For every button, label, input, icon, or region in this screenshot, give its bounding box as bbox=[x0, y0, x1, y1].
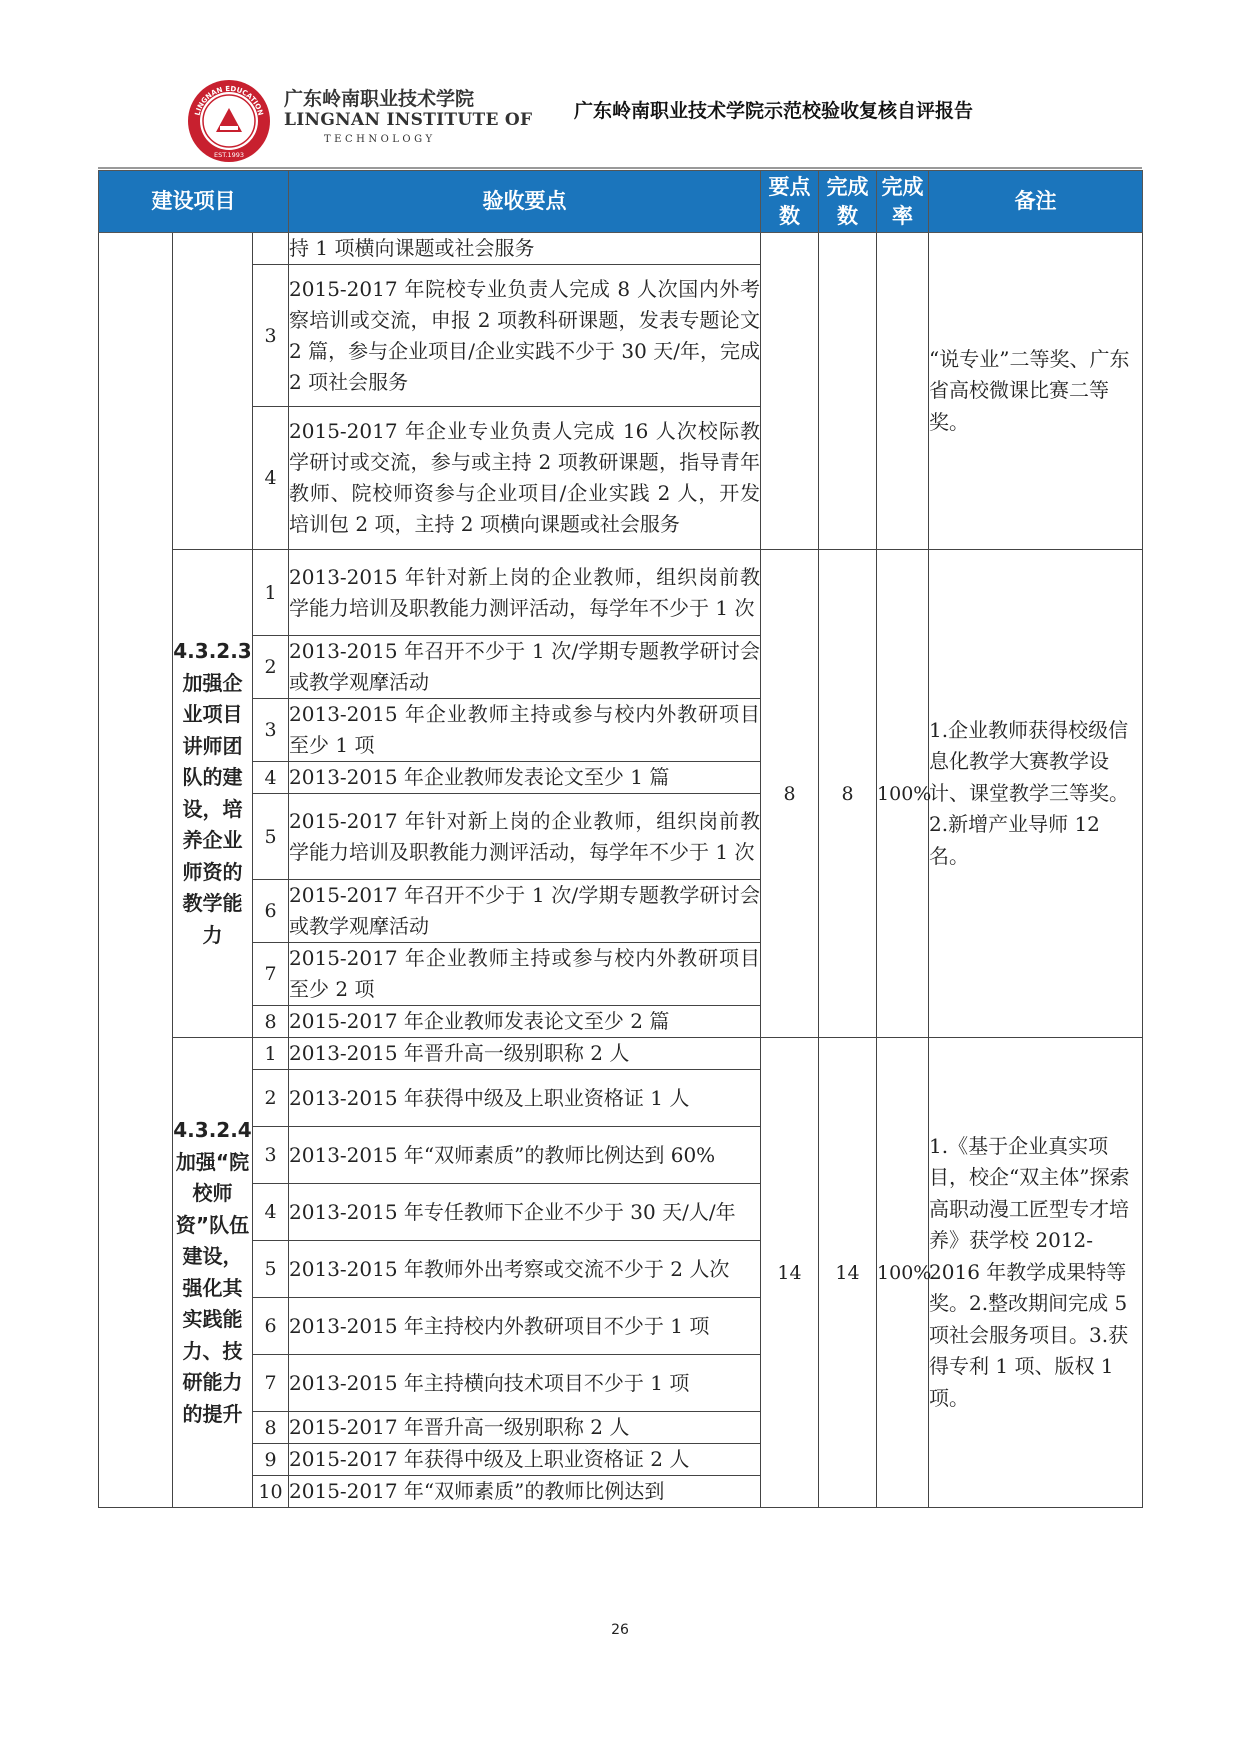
parent-category-cell bbox=[99, 233, 173, 1508]
requirement-text: 2013-2015 年主持校内外教研项目不少于 1 项 bbox=[289, 1298, 761, 1355]
requirement-text: 2013-2015 年召开不少于 1 次/学期专题教学研讨会或教学观摩活动 bbox=[289, 636, 761, 699]
row-number: 2 bbox=[253, 1070, 289, 1127]
rate-cell: 100% bbox=[877, 1038, 929, 1508]
row-number: 8 bbox=[253, 1412, 289, 1444]
row-number: 1 bbox=[253, 550, 289, 636]
row-number: 1 bbox=[253, 1038, 289, 1070]
category-cell: 4.3.2.3 加强企业项目讲师团队的建设，培养企业师资的教学能力 bbox=[173, 550, 253, 1038]
report-title: 广东岭南职业技术学院示范校验收复核自评报告 bbox=[574, 100, 974, 122]
header-project: 建设项目 bbox=[99, 171, 289, 233]
row-number: 9 bbox=[253, 1444, 289, 1476]
note-cell: 1.企业教师获得校级信息化教学大赛教学设计、课堂教学三等奖。2.新增产业导师 12 名。 bbox=[929, 550, 1143, 1038]
row-number: 7 bbox=[253, 1355, 289, 1412]
count-cell: 8 bbox=[761, 550, 819, 1038]
note-cell: 1.《基于企业真实项目，校企“双主体”探索高职动漫工匠型专才培养》获学校 2012-2016 年教学成果特等奖。2.整改期间完成 5 项社会服务项目。3.获得专利 1 项、版权 1 项。 bbox=[929, 1038, 1143, 1508]
done-cell: 14 bbox=[819, 1038, 877, 1508]
svg-text:EST.1993: EST.1993 bbox=[213, 151, 245, 159]
requirement-text: 2015-2017 年获得中级及上职业资格证 2 人 bbox=[289, 1444, 761, 1476]
row-number: 3 bbox=[253, 699, 289, 762]
row-number: 3 bbox=[253, 265, 289, 407]
table-row bbox=[99, 233, 1143, 265]
requirement-text: 2015-2017 年企业专业负责人完成 16 人次校际教学研讨或交流，参与或主持 2 项教研课题，指导青年教师、院校师资参与企业项目/企业实践 2 人，开发培训包 2 项，主持 2 项横向课题或社会服务 bbox=[289, 407, 761, 550]
header-note: 备注 bbox=[929, 171, 1143, 233]
category-cell bbox=[173, 233, 253, 550]
row-number: 5 bbox=[253, 1241, 289, 1298]
school-name-cn: 广东岭南职业技术学院 bbox=[284, 88, 475, 110]
row-number bbox=[253, 233, 289, 265]
requirement-text: 持 1 项横向课题或社会服务 bbox=[289, 233, 761, 265]
row-number: 10 bbox=[253, 1476, 289, 1508]
requirement-text: 2015-2017 年企业教师发表论文至少 2 篇 bbox=[289, 1006, 761, 1038]
acceptance-table bbox=[98, 170, 1143, 1508]
requirement-text: 2013-2015 年针对新上岗的企业教师，组织岗前教学能力培训及职教能力测评活动，每学年不少于 1 次 bbox=[289, 550, 761, 636]
requirement-text: 2015-2017 年企业教师主持或参与校内外教研项目至少 2 项 bbox=[289, 943, 761, 1006]
done-cell bbox=[819, 233, 877, 550]
table-row bbox=[99, 1038, 1143, 1070]
header-rate: 完成率 bbox=[877, 171, 929, 233]
header-divider bbox=[98, 167, 1142, 169]
rate-cell: 100% bbox=[877, 550, 929, 1038]
requirement-text: 2013-2015 年获得中级及上职业资格证 1 人 bbox=[289, 1070, 761, 1127]
requirement-text: 2013-2015 年教师外出考察或交流不少于 2 人次 bbox=[289, 1241, 761, 1298]
table-header-row bbox=[99, 171, 1143, 233]
row-number: 6 bbox=[253, 1298, 289, 1355]
requirement-text: 2015-2017 年召开不少于 1 次/学期专题教学研讨会或教学观摩活动 bbox=[289, 880, 761, 943]
requirement-text: 2013-2015 年主持横向技术项目不少于 1 项 bbox=[289, 1355, 761, 1412]
count-cell: 14 bbox=[761, 1038, 819, 1508]
row-number: 3 bbox=[253, 1127, 289, 1184]
table-row bbox=[99, 550, 1143, 636]
row-number: 2 bbox=[253, 636, 289, 699]
page-number: 26 bbox=[611, 1622, 629, 1638]
school-logo-icon bbox=[186, 78, 272, 164]
requirement-text: 2013-2015 年“双师素质”的教师比例达到 60% bbox=[289, 1127, 761, 1184]
header-count: 要点数 bbox=[761, 171, 819, 233]
row-number: 4 bbox=[253, 1184, 289, 1241]
school-name-en: LINGNAN INSTITUTE OF bbox=[284, 110, 533, 130]
count-cell bbox=[761, 233, 819, 550]
header-done: 完成数 bbox=[819, 171, 877, 233]
row-number: 4 bbox=[253, 762, 289, 794]
svg-text:LINGNAN EDUCATION: LINGNAN EDUCATION bbox=[193, 84, 265, 117]
requirement-text: 2015-2017 年院校专业负责人完成 8 人次国内外考察培训或交流，申报 2 项教科研课题，发表专题论文 2 篇，参与企业项目/企业实践不少于 30 天/年，完成 2 项社会服务 bbox=[289, 265, 761, 407]
requirement-text: 2015-2017 年“双师素质”的教师比例达到 bbox=[289, 1476, 761, 1508]
requirement-text: 2013-2015 年企业教师发表论文至少 1 篇 bbox=[289, 762, 761, 794]
page-header bbox=[186, 78, 1066, 164]
row-number: 5 bbox=[253, 794, 289, 880]
requirement-text: 2013-2015 年企业教师主持或参与校内外教研项目至少 1 项 bbox=[289, 699, 761, 762]
done-cell: 8 bbox=[819, 550, 877, 1038]
requirement-text: 2013-2015 年晋升高一级别职称 2 人 bbox=[289, 1038, 761, 1070]
row-number: 8 bbox=[253, 1006, 289, 1038]
header-points: 验收要点 bbox=[289, 171, 761, 233]
note-cell: “说专业”二等奖、广东省高校微课比赛二等奖。 bbox=[929, 233, 1143, 550]
category-cell: 4.3.2.4 加强“院校师资”队伍建设，强化其实践能力、技研能力的提升 bbox=[173, 1038, 253, 1508]
requirement-text: 2015-2017 年针对新上岗的企业教师，组织岗前教学能力培训及职教能力测评活动，每学年不少于 1 次 bbox=[289, 794, 761, 880]
row-number: 7 bbox=[253, 943, 289, 1006]
row-number: 6 bbox=[253, 880, 289, 943]
requirement-text: 2013-2015 年专任教师下企业不少于 30 天/人/年 bbox=[289, 1184, 761, 1241]
row-number: 4 bbox=[253, 407, 289, 550]
requirement-text: 2015-2017 年晋升高一级别职称 2 人 bbox=[289, 1412, 761, 1444]
rate-cell bbox=[877, 233, 929, 550]
school-name-en-line2: TECHNOLOGY bbox=[324, 134, 436, 145]
